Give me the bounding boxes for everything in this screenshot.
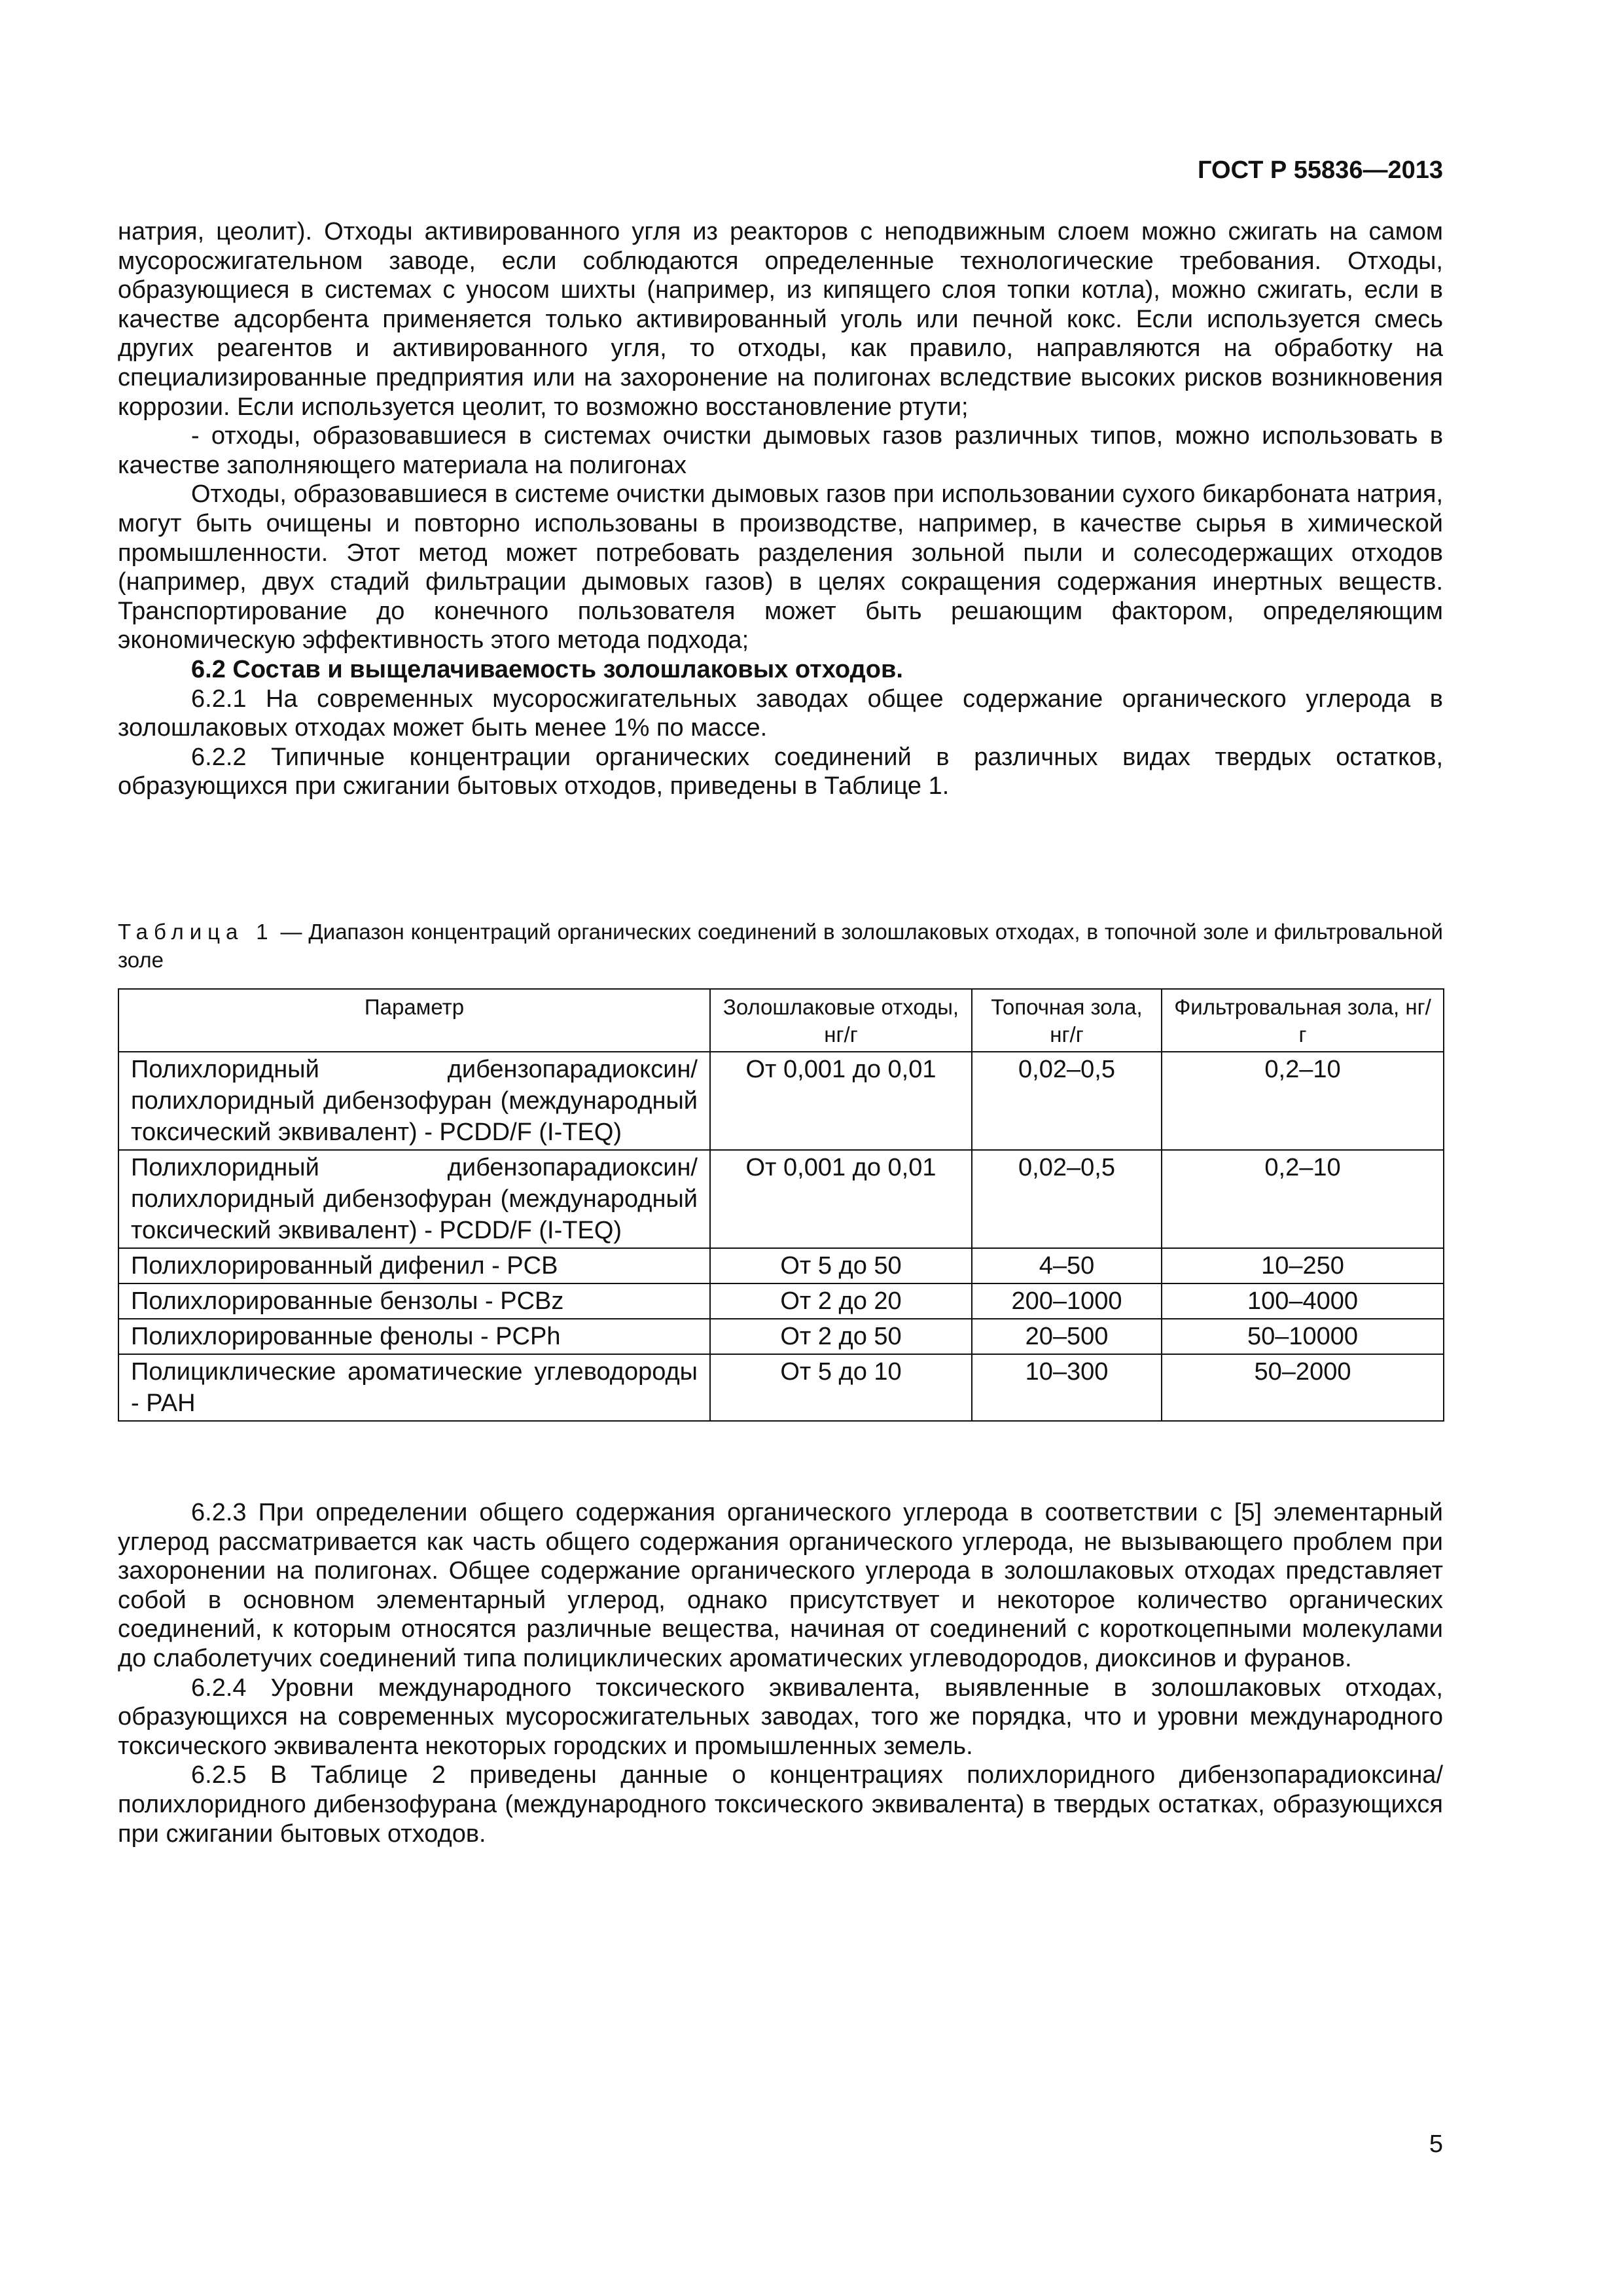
table-cell-parameter: Полихлоридный дибензопарадиоксин/полихлоридный дибензофуран (международный токсический эквивалент) - PCDD/F (I-TEQ) [118,1052,710,1150]
concentration-table [118,988,1444,1422]
table-cell-filter-ash: 10–250 [1162,1248,1444,1283]
table-row [118,1052,1444,1150]
paragraph-6-2-2: 6.2.2 Типичные концентрации органических соединений в различных видах твердых остатков, образующихся при сжигании бытовых отходов, приведены в Таблице 1. [118,743,1443,800]
standard-designation: ГОСТ Р 55836—2013 [1198,156,1443,184]
paragraph-6-2-1: 6.2.1 На современных мусоросжигательных заводах общее содержание органического углерода в золошлаковых отходах может быть менее 1% по массе. [118,685,1443,742]
table-caption [118,918,1443,974]
paragraph-bicarbonate: Отходы, образовавшиеся в системе очистки дымовых газов при использовании сухого бикарбоната натрия, могут быть очищены и повторно использованы в производстве, например, в качестве сырья в химической промышленности. Этот метод может потребовать разделения зольной пыли и солесодержащих отходов (например, двух стадий фильтрации дымовых газов) в целях сокращения содержания инертных веществ. Транспортирование до конечного пользователя может быть решающим фактором, определяющим экономическую эффективность этого метода подхода; [118,480,1443,655]
table-cell-ash-slag: От 5 до 50 [710,1248,972,1283]
section-heading-6-2: 6.2 Состав и выщелачиваемость золошлаковых отходов. [191,655,903,683]
paragraph-6-2-5: 6.2.5 В Таблице 2 приведены данные о концентрациях полихлоридного дибензопарадиоксина/полихлоридного дибензофурана (международного токсического эквивалента) в твердых остатках, образующихся при сжигании бытовых отходов. [118,1761,1443,1848]
table-cell-bottom-ash: 10–300 [972,1354,1162,1421]
table-cell-parameter: Полихлорированные фенолы - PCPh [118,1319,710,1354]
table-cell-ash-slag: От 2 до 20 [710,1283,972,1319]
table-row [118,1150,1444,1248]
table-row [118,1354,1444,1421]
table-row [118,1248,1444,1283]
table-cell-ash-slag: От 0,001 до 0,01 [710,1150,972,1248]
table-cell-ash-slag: От 2 до 50 [710,1319,972,1354]
table-cell-parameter: Полициклические ароматические углеводороды - PAH [118,1354,710,1421]
table-cell-bottom-ash: 4–50 [972,1248,1162,1283]
table-cell-parameter: Полихлоридный дибензопарадиоксин/полихлоридный дибензофуран (международный токсический эквивалент) - PCDD/F (I-TEQ) [118,1150,710,1248]
table-cell-parameter: Полихлорированный дифенил - PCB [118,1248,710,1283]
table-cell-parameter: Полихлорированные бензолы - PCBz [118,1283,710,1319]
table-cell-bottom-ash: 0,02–0,5 [972,1052,1162,1150]
column-header-parameter: Параметр [118,989,710,1052]
column-header-ash-slag: Золошлаковые отходы, нг/г [710,989,972,1052]
paragraph-6-2-4: 6.2.4 Уровни международного токсического эквивалента, выявленные в золошлаковых отходах, образующихся на современных мусоросжигательных заводах, того же порядка, что и уровни международного токсического эквивалента некоторых городских и промышленных земель. [118,1674,1443,1760]
body-text-bottom [118,1498,1443,1848]
table-cell-bottom-ash: 0,02–0,5 [972,1150,1162,1248]
paragraph-6-2-3: 6.2.3 При определении общего содержания органического углерода в соответствии с [5] элементарный углерод рассматривается как часть общего содержания органического углерода, не вызывающего проблем при захоронении на полигонах. Общее содержание органического углерода в золошлаковых отходах представляет собой в основном элементарный углерод, однако присутствует и некоторое количество органических соединений, к которым относятся различные вещества, начиная от соединений с короткоцепными молекулами до слаболетучих соединений типа полициклических ароматических углеводородов, диоксинов и фуранов. [118,1499,1443,1672]
table-row [118,1283,1444,1319]
table-cell-bottom-ash: 20–500 [972,1319,1162,1354]
table-cell-ash-slag: От 0,001 до 0,01 [710,1052,972,1150]
table-cell-ash-slag: От 5 до 10 [710,1354,972,1421]
column-header-bottom-ash: Топочная зола, нг/г [972,989,1162,1052]
document-header [118,154,1443,186]
table-cell-filter-ash: 50–2000 [1162,1354,1444,1421]
paragraph-list-item: - отходы, образовавшиеся в системах очистки дымовых газов различных типов, можно использовать в качестве заполняющего материала на полигонах [118,422,1443,479]
table-caption-text: — Диапазон концентраций органических соединений в золошлаковых отходах, в топочной золе и фильтровальной золе [118,920,1443,972]
table-header-row [118,989,1444,1052]
table-cell-filter-ash: 0,2–10 [1162,1150,1444,1248]
body-text-top [118,217,1443,801]
table-caption-label: Таблица 1 [118,920,274,944]
page-number: 5 [1429,2130,1443,2158]
column-header-filter-ash: Фильтровальная зола, нг/г [1162,989,1444,1052]
table-cell-filter-ash: 100–4000 [1162,1283,1444,1319]
table-row [118,1319,1444,1354]
table-cell-filter-ash: 50–10000 [1162,1319,1444,1354]
table-cell-filter-ash: 0,2–10 [1162,1052,1444,1150]
table-cell-bottom-ash: 200–1000 [972,1283,1162,1319]
paragraph-continuation: натрия, цеолит). Отходы активированного угля из реакторов с неподвижным слоем можно сжигать на самом мусоросжигательном заводе, если соблюдаются определенные технологические требования. Отходы, образующиеся в системах с уносом шихты (например, из кипящего слоя топки котла), можно сжигать, если в качестве адсорбента применяется только активированный уголь или печной кокс. Если используется смесь других реагентов и активированного угля, то отходы, как правило, направляются на обработку на специализированные предприятия или на захоронение на полигонах вследствие высоких рисков возникновения коррозии. Если используется цеолит, то возможно восстановление ртути; [118,218,1443,421]
